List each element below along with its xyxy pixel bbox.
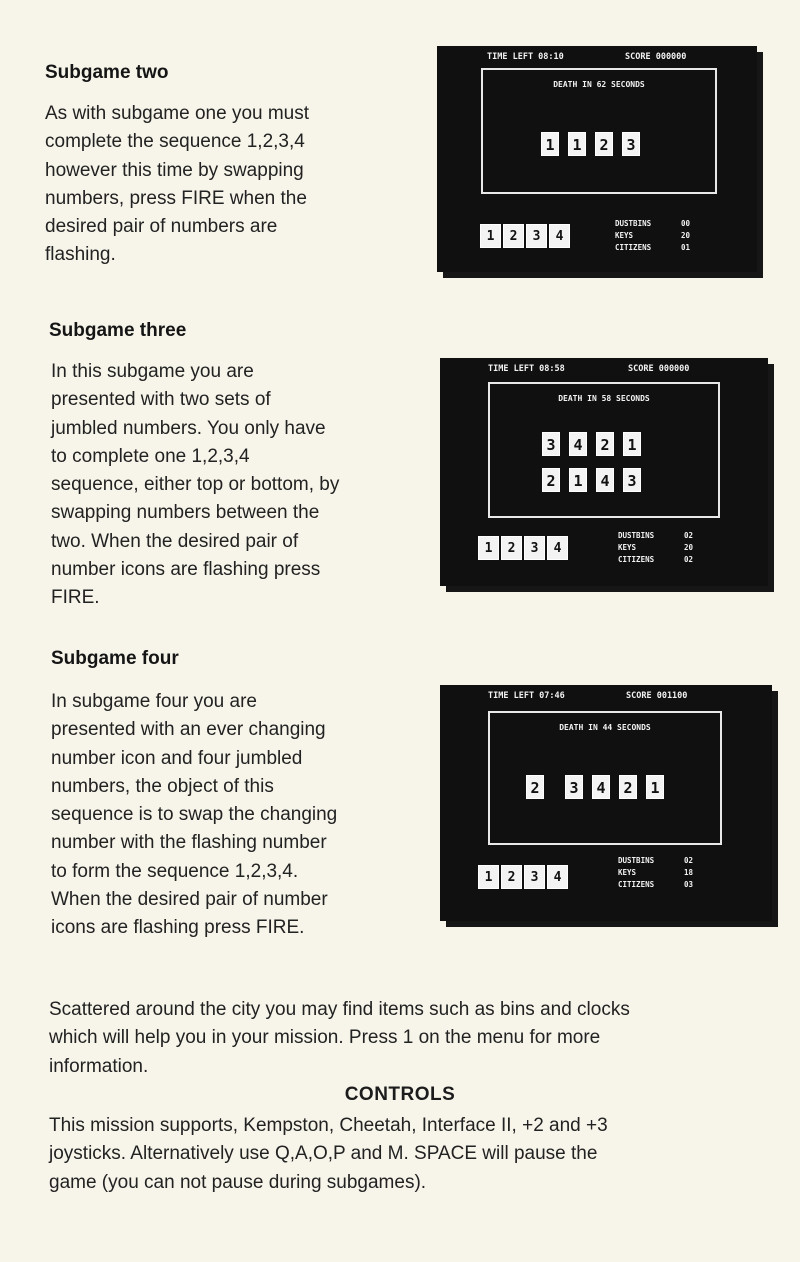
number-tiles xyxy=(541,132,640,156)
play-area xyxy=(488,382,720,518)
number-icons xyxy=(480,224,570,248)
stat-label: DUSTBINS xyxy=(615,219,652,228)
text-line: however this time by swapping xyxy=(45,159,304,181)
text-line: presented with two sets of xyxy=(51,389,271,411)
text-line: game (you can not pause during subgames). xyxy=(49,1171,427,1193)
score-readout: SCORE 001100 xyxy=(626,691,688,701)
text-line: number icons are flashing press xyxy=(51,559,321,581)
number-icons xyxy=(478,865,568,889)
stat-label: CITIZENS xyxy=(618,880,655,889)
number-icon: 2 xyxy=(503,224,524,248)
stat-value: 02 xyxy=(684,531,694,540)
death-timer: DEATH IN 62 SECONDS xyxy=(553,80,645,89)
text-line: joysticks. Alternatively use Q,A,O,P and M. SPACE will pause the xyxy=(49,1143,598,1165)
stat-label: KEYS xyxy=(618,868,637,877)
play-area xyxy=(488,711,722,845)
number-icon: 1 xyxy=(478,865,499,889)
text-line: flashing. xyxy=(45,244,116,266)
number-tile: 3 xyxy=(542,432,560,456)
game-screenshot xyxy=(437,46,757,272)
stat-label: DUSTBINS xyxy=(618,531,655,540)
number-icon: 3 xyxy=(524,865,545,889)
number-icon: 3 xyxy=(524,536,545,560)
number-tiles xyxy=(526,775,664,799)
section-heading: Subgame two xyxy=(45,62,169,83)
section-text xyxy=(51,358,415,613)
section-heading: Subgame three xyxy=(49,320,187,341)
stat-value: 20 xyxy=(681,231,691,240)
text-line: FIRE. xyxy=(51,587,100,609)
number-tile: 1 xyxy=(541,132,559,156)
number-icon: 4 xyxy=(547,865,568,889)
death-timer: DEATH IN 44 SECONDS xyxy=(559,723,651,732)
stat-value: 20 xyxy=(684,543,694,552)
changing-number-tile: 2 xyxy=(526,775,544,799)
number-icon: 4 xyxy=(549,224,570,248)
game-screenshot xyxy=(440,358,768,586)
text-line: information. xyxy=(49,1055,149,1077)
death-timer: DEATH IN 58 SECONDS xyxy=(558,394,650,403)
number-tile: 4 xyxy=(596,468,614,492)
stat-label: CITIZENS xyxy=(618,555,655,564)
number-tile: 1 xyxy=(568,132,586,156)
stats-panel xyxy=(618,855,693,891)
number-icon: 1 xyxy=(478,536,499,560)
text-line: sequence is to swap the changing xyxy=(51,804,338,826)
number-icon: 2 xyxy=(501,536,522,560)
text-line: to form the sequence 1,2,3,4. xyxy=(51,860,299,882)
text-line: desired pair of numbers are xyxy=(45,216,278,238)
number-tile: 3 xyxy=(623,468,641,492)
stat-value: 18 xyxy=(684,868,694,877)
section-heading: Subgame four xyxy=(51,648,179,669)
number-tile: 1 xyxy=(646,775,664,799)
number-tile: 3 xyxy=(622,132,640,156)
items-paragraph xyxy=(49,996,775,1081)
number-icons xyxy=(478,536,568,560)
text-line: When the desired pair of number xyxy=(51,889,328,911)
number-tile: 3 xyxy=(565,775,583,799)
game-screenshot xyxy=(440,685,772,921)
number-icon: 4 xyxy=(547,536,568,560)
number-tile: 2 xyxy=(542,468,560,492)
stat-label: KEYS xyxy=(618,543,637,552)
section-text xyxy=(45,100,409,270)
number-tile: 1 xyxy=(569,468,587,492)
stats-panel xyxy=(618,530,693,566)
number-tile: 2 xyxy=(595,132,613,156)
text-line: number icon and four jumbled xyxy=(51,747,303,769)
time-left-readout: TIME LEFT 08:58 xyxy=(488,364,565,374)
stats-panel xyxy=(615,218,690,254)
text-line: icons are flashing press FIRE. xyxy=(51,917,305,939)
stat-value: 00 xyxy=(681,219,691,228)
number-tile: 1 xyxy=(623,432,641,456)
stat-label: DUSTBINS xyxy=(618,856,655,865)
text-line: numbers, press FIRE when the xyxy=(45,187,307,209)
text-line: complete the sequence 1,2,3,4 xyxy=(45,131,305,153)
text-line: sequence, either top or bottom, by xyxy=(51,474,340,496)
stat-label: KEYS xyxy=(615,231,634,240)
number-tile: 4 xyxy=(569,432,587,456)
number-icon: 3 xyxy=(526,224,547,248)
stat-value: 02 xyxy=(684,555,694,564)
controls-heading: CONTROLS xyxy=(344,1084,456,1105)
text-line: which will help you in your mission. Press 1 on the menu for more xyxy=(49,1027,601,1049)
text-line: number with the flashing number xyxy=(51,832,327,854)
text-line: jumbled numbers. You only have xyxy=(51,417,326,439)
number-icon: 1 xyxy=(480,224,501,248)
number-tile: 2 xyxy=(619,775,637,799)
text-line: In this subgame you are xyxy=(51,361,254,382)
stat-value: 01 xyxy=(681,243,691,252)
text-line: As with subgame one you must xyxy=(45,103,310,124)
number-tiles xyxy=(542,468,641,492)
stat-value: 02 xyxy=(684,856,694,865)
text-line: numbers, the object of this xyxy=(51,775,274,797)
number-icon: 2 xyxy=(501,865,522,889)
section-text xyxy=(51,688,415,943)
text-line: swapping numbers between the xyxy=(51,502,320,524)
text-line: In subgame four you are xyxy=(51,691,257,712)
text-line: to complete one 1,2,3,4 xyxy=(51,445,250,467)
number-tile: 2 xyxy=(596,432,614,456)
time-left-readout: TIME LEFT 07:46 xyxy=(488,691,565,701)
stat-label: CITIZENS xyxy=(615,243,652,252)
stat-value: 03 xyxy=(684,880,694,889)
number-tiles xyxy=(542,432,641,456)
text-line: two. When the desired pair of xyxy=(51,530,299,552)
text-line: presented with an ever changing xyxy=(51,719,326,741)
text-line: This mission supports, Kempston, Cheetah, Interface II, +2 and +3 xyxy=(49,1115,608,1136)
time-left-readout: TIME LEFT 08:10 xyxy=(487,52,564,62)
text-line: Scattered around the city you may find items such as bins and clocks xyxy=(49,999,630,1020)
number-tile: 4 xyxy=(592,775,610,799)
play-area xyxy=(481,68,717,194)
score-readout: SCORE 000000 xyxy=(628,364,690,374)
controls-paragraph xyxy=(49,1112,775,1197)
score-readout: SCORE 000000 xyxy=(625,52,687,62)
